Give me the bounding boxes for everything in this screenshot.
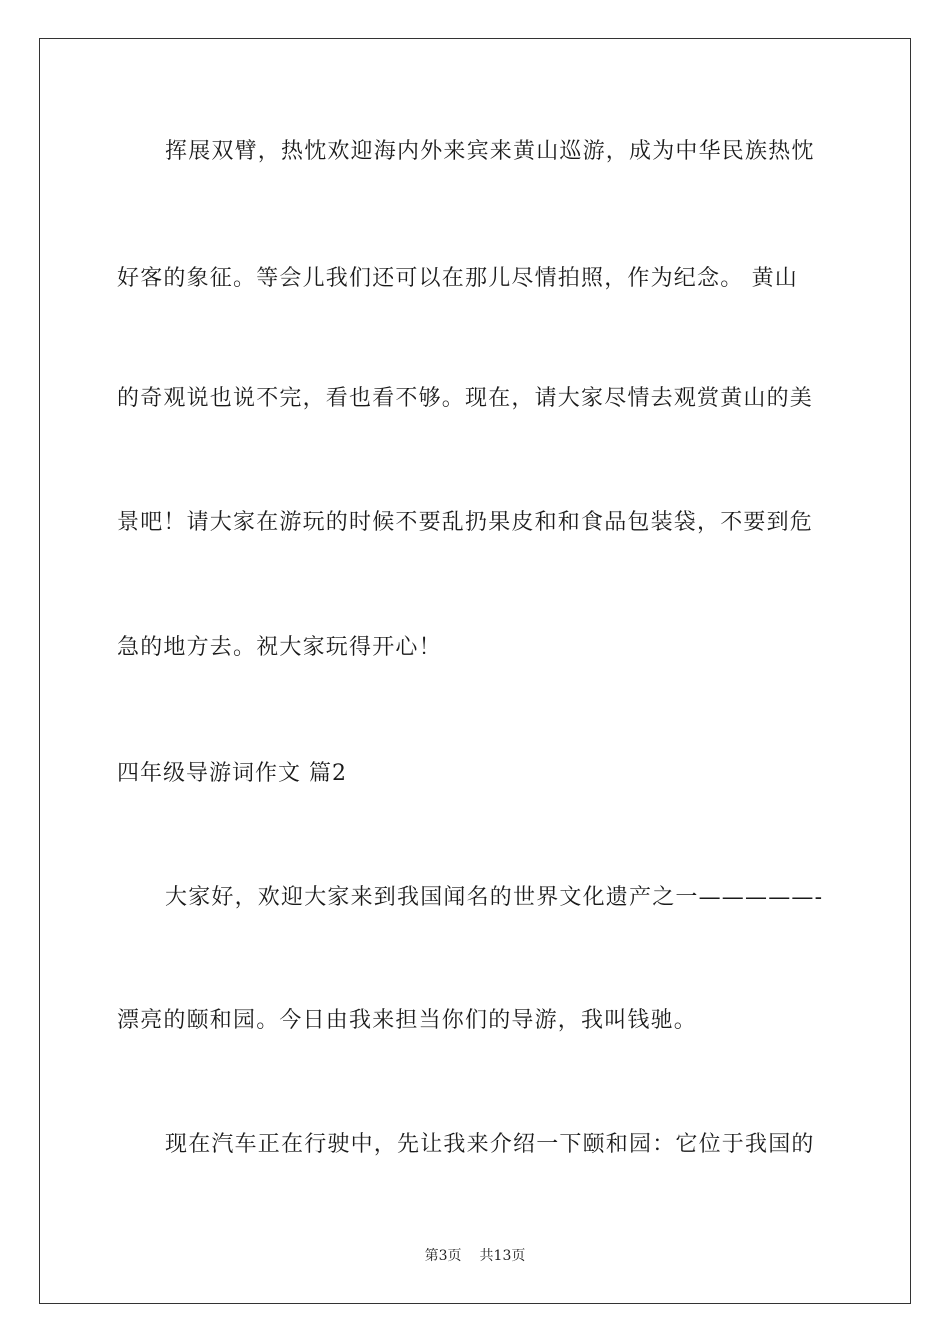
page-footer bbox=[0, 1246, 950, 1266]
paragraph-line: 的奇观说也说不完，看也看不够。现在，请大家尽情去观赏黄山的美 bbox=[117, 386, 814, 411]
paragraph-line: 大家好，欢迎大家来到我国闻名的世界文化遗产之一—————- bbox=[165, 885, 824, 910]
page-border bbox=[39, 38, 911, 1304]
total-pages: 共13页 bbox=[479, 1248, 526, 1264]
paragraph-line: 景吧！请大家在游玩的时候不要乱扔果皮和和食品包装袋，不要到危 bbox=[117, 510, 814, 535]
paragraph-line: 现在汽车正在行驶中，先让我来介绍一下颐和园：它位于我国的 bbox=[165, 1132, 815, 1157]
page-number: 第3页 bbox=[424, 1248, 462, 1264]
paragraph-line: 好客的象征。等会儿我们还可以在那儿尽情拍照，作为纪念。 黄山 bbox=[117, 266, 798, 291]
paragraph-line: 漂亮的颐和园。今日由我来担当你们的导游，我叫钱驰。 bbox=[117, 1008, 698, 1033]
section-heading: 四年级导游词作文 篇2 bbox=[117, 761, 347, 786]
paragraph-line: 挥展双臂，热忱欢迎海内外来宾来黄山巡游，成为中华民族热忱 bbox=[165, 139, 815, 164]
paragraph-line: 急的地方去。祝大家玩得开心！ bbox=[117, 635, 442, 660]
